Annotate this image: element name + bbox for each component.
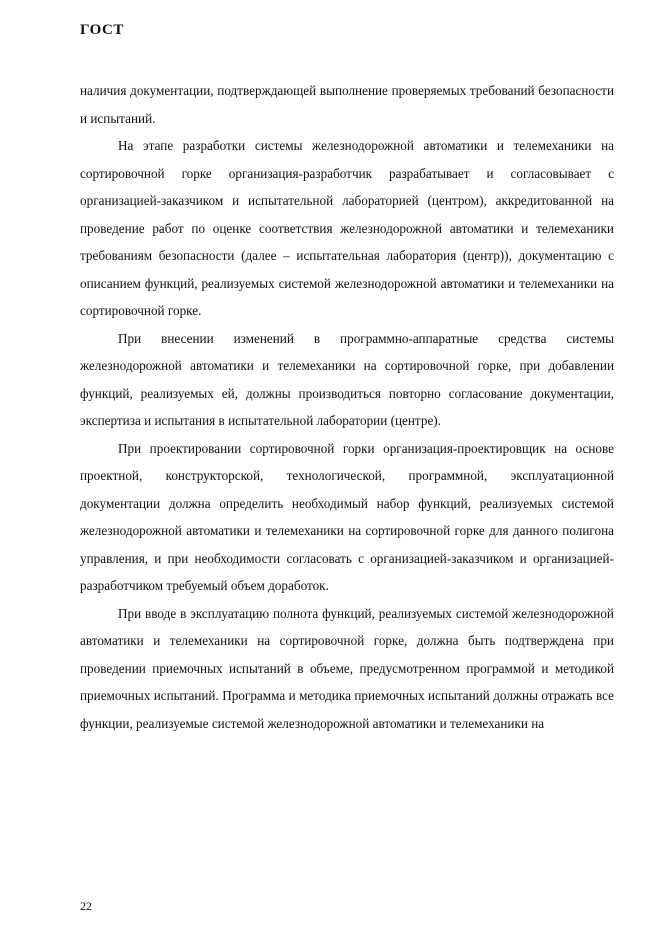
document-body xyxy=(80,77,614,737)
paragraph-development-stage: На этапе разработки системы железнодорожной автоматики и телемеханики на сортировочной горке организация-разработчик разрабатывает и согласовывает с организацией-заказчиком и испытательной лабораторией (центром), аккредитованной на проведение работ по оценке соответствия железнодорожной автоматики и телемеханики требованиям безопасности (далее – испытательная лаборатория (центр)), документацию с описанием функций, реализуемых системой железнодорожной автоматики и телемеханики на сортировочной горке. xyxy=(80,138,614,318)
paragraph-continuation: наличия документации, подтверждающей выполнение проверяемых требований безопасности и испытаний. xyxy=(80,83,614,126)
page-number: 22 xyxy=(80,899,92,913)
paragraph-design: При проектировании сортировочной горки организация-проектировщик на основе проектной, конструкторской, технологической, программной, эксплуатационной документации должна определить необходимый набор функций, реализуемых системой железнодорожной автоматики и телемеханики на сортировочной горке для данного полигона управления, и при необходимости согласовать с организацией-заказчиком и организацией-разработчиком требуемый объем доработок. xyxy=(80,440,614,593)
paragraph-changes: При внесении изменений в программно-аппаратные средства системы железнодорожной автоматики и телемеханики на сортировочной горке, при добавлении функций, реализуемых ей, должны производиться повторно согласование документации, экспертиза и испытания в испытательной лаборатории (центре). xyxy=(80,330,614,428)
paragraph-commissioning: При вводе в эксплуатацию полнота функций, реализуемых системой железнодорожной автоматики и телемеханики на сортировочной горке, должна быть подтверждена при проведении приемочных испытаний в объеме, предусмотренном программой и методикой приемочных испытаний. Программа и методика приемочных испытаний должны отражать все функции, реализуемые системой железнодорожной автоматики и телемеханики на xyxy=(80,605,614,731)
document-header-title: ГОСТ xyxy=(80,22,124,38)
